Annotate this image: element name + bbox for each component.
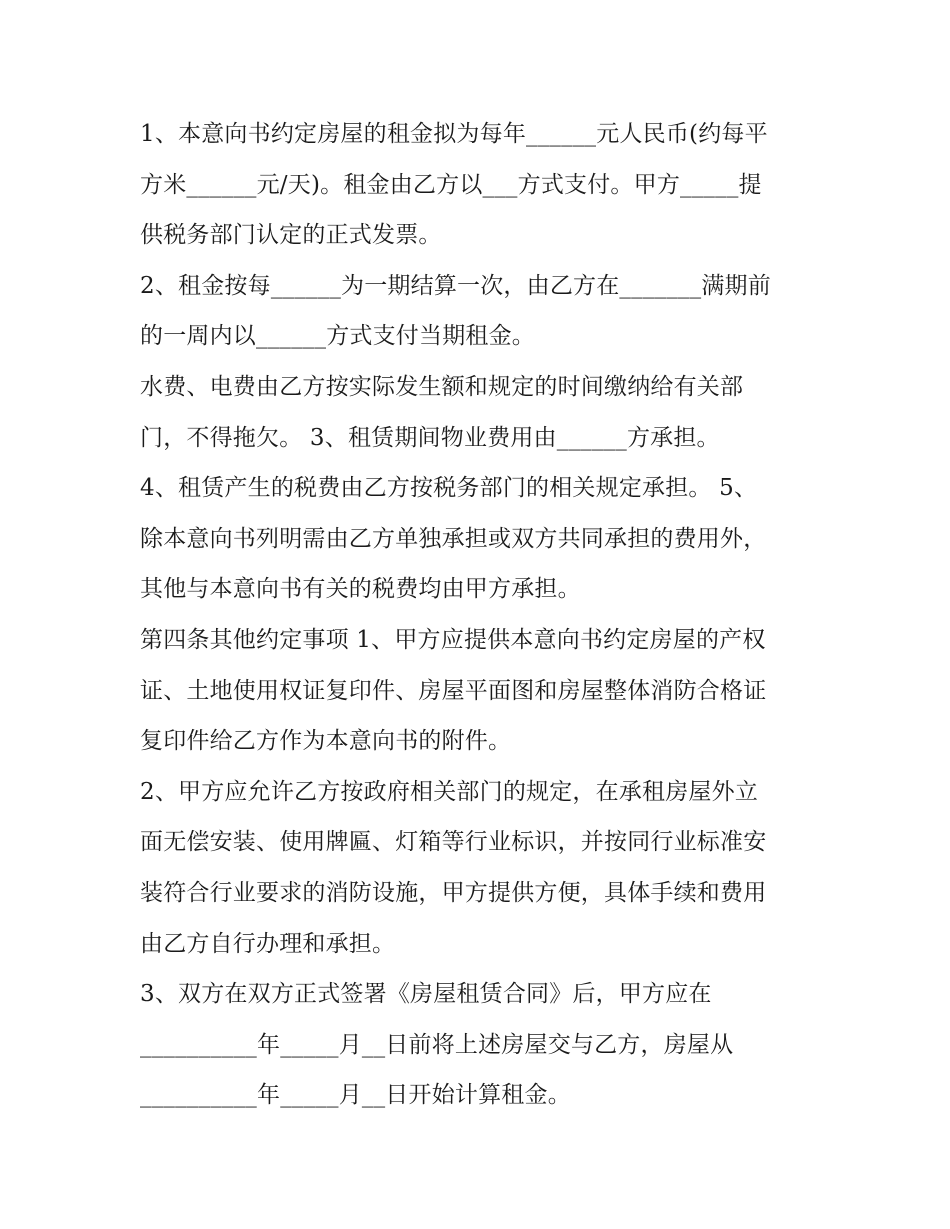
utilities-clause-line-2: 门，不得拖欠。 3、租赁期间物业费用由______方承担。	[140, 424, 720, 451]
article-four-line-2: 证、土地使用权证复印件、房屋平面图和房屋整体消防合格证	[140, 677, 767, 704]
rent-clause-line-3: 供税务部门认定的正式发票。	[140, 222, 442, 249]
tax-clause-line-3: 其他与本意向书有关的税费均由甲方承担。	[140, 576, 581, 603]
signage-clause-line-2: 面无偿安装、使用牌匾、灯箱等行业标识，并按同行业标准安	[140, 829, 767, 856]
document-body	[140, 109, 820, 1121]
signage-clause-line-1: 2、甲方应允许乙方按政府相关部门的规定，在承租房屋外立	[140, 778, 759, 805]
signage-clause-line-4: 由乙方自行办理和承担。	[140, 930, 396, 957]
handover-clause-line-3: __________年_____月__日开始计算租金。	[140, 1082, 571, 1109]
tax-clause-line-1: 4、租赁产生的税费由乙方按税务部门的相关规定承担。 5、	[140, 475, 758, 502]
signage-clause-line-3: 装符合行业要求的消防设施，甲方提供方便，具体手续和费用	[140, 879, 767, 906]
settlement-clause-line-2: 的一周内以______方式支付当期租金。	[140, 323, 535, 350]
handover-clause-line-1: 3、双方在双方正式签署《房屋租赁合同》后，甲方应在	[140, 981, 712, 1008]
utilities-clause-line-1: 水费、电费由乙方按实际发生额和规定的时间缴纳给有关部	[140, 373, 744, 400]
rent-clause-line-1: 1、本意向书约定房屋的租金拟为每年______元人民币(约每平	[140, 121, 768, 147]
settlement-clause-line-1: 2、租金按每______为一期结算一次，由乙方在_______满期前	[140, 272, 771, 299]
article-four-line-3: 复印件给乙方作为本意向书的附件。	[140, 728, 512, 755]
tax-clause-line-2: 除本意向书列明需由乙方单独承担或双方共同承担的费用外，	[140, 525, 767, 552]
handover-clause-line-2: __________年_____月__日前将上述房屋交与乙方，房屋从	[140, 1031, 734, 1058]
rent-clause-line-2: 方米______元/天)。租金由乙方以___方式支付。甲方_____提	[140, 171, 762, 198]
article-four-line-1: 第四条其他约定事项 1、甲方应提供本意向书约定房屋的产权	[140, 626, 766, 653]
